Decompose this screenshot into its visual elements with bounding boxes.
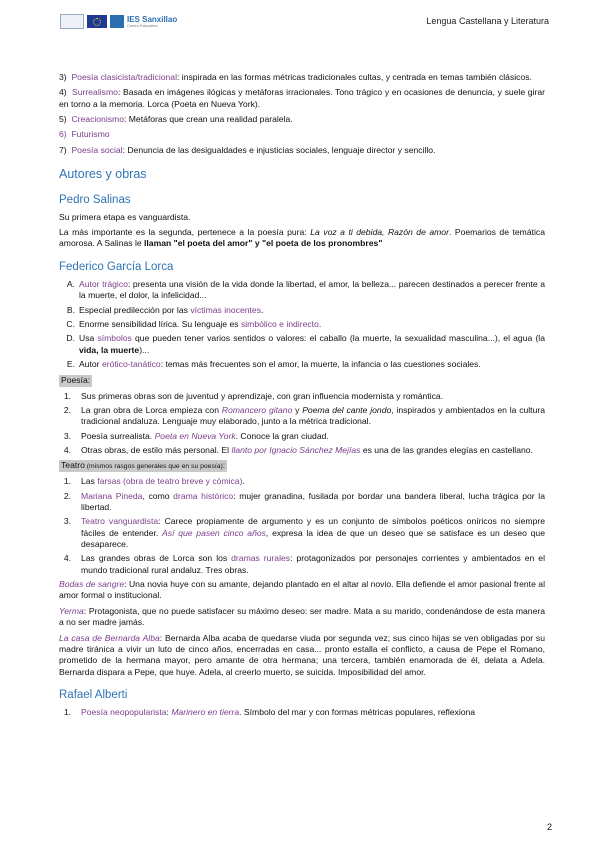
term-link[interactable]: Creacionismo [71, 114, 124, 125]
page-content [59, 72, 545, 721]
intro-item-5: 5) Creacionismo: Metáforas que crean una realidad paralela. [59, 114, 293, 125]
work-link[interactable]: Poeta en Nueva York [154, 430, 236, 441]
subject-title: Lengua Castellana y Literatura [426, 16, 549, 26]
term-link[interactable]: símbolos [97, 333, 132, 344]
term-link[interactable]: simbólico e indirecto [240, 318, 319, 329]
term-link[interactable]: erótico-tanático [101, 359, 161, 369]
list-item: A. Autor trágico: presenta una visión de la vida donde la libertad, el amor, la belleza... parecen destinados a perecer frente a la muerte, el dolor, la infelicidad... [66, 278, 545, 301]
work-link[interactable]: Romancero gitano [221, 405, 293, 416]
term-link[interactable]: Poesía clasicista/tradicional [71, 72, 178, 82]
lorca-poesia-list [59, 391, 545, 457]
alba-paragraph: La casa de Bernarda Alba: Bernarda Alba acaba de quedarse viuda por segunda vez; sus cinco hijas se ven obligadas por su madre tiránica a vivir un luto de cinco años, encerradas en casa... pronto estalla el conflicto, a causa de Pepe el Romano, prometido de la hermana mayor, pero amante de otra hermana; una tercera, también enamorada de él, delata a Adela. Bernarda dispara a Pepe, que huye. Adela, al creerlo muerto, se suicida. Imposibilidad del amor. [59, 632, 545, 677]
work-link[interactable]: Marinero en tierra [171, 707, 240, 718]
page-header [0, 0, 600, 40]
term-link[interactable]: Poesía social [71, 144, 123, 155]
list-item: B. Especial predilección por las víctimas inocentes. [66, 304, 264, 315]
term-link[interactable]: dramas rurales [231, 553, 291, 564]
term-link[interactable]: Poesía neopopularista [81, 707, 167, 718]
list-item: 4. Otras obras, de estilo más personal. El llanto por Ignacio Sánchez Mejías es una de las grandes elegías en castellano. [63, 445, 533, 456]
salinas-p1: Su primera etapa es vanguardista. [59, 211, 191, 222]
work-link[interactable]: Así que pasen cinco años [162, 527, 266, 538]
list-item: D. Usa símbolos que pueden tener varios sentidos o valores: el caballo (la muerte, la sexualidad masculina...), el agua (la vida, la muerte)... [66, 333, 545, 355]
list-item: 3. Teatro vanguardista: Carece propiamente de argumento y es un conjunto de símbolos poéticos oníricos no siempre fáciles de entender. Así que pasen cinco años, expresa la idea de que un deseo que se satisface es un deseo que desaparece. [63, 516, 546, 550]
intro-item-7: 7) Poesía social: Denuncia de las desigualdades e injusticias sociales, lenguaje director y sencillo. [59, 144, 436, 155]
author-heading-salinas: Pedro Salinas [59, 193, 131, 206]
page-number: 2 [546, 822, 552, 832]
term-link[interactable]: Mariana Pineda [81, 490, 143, 501]
lorca-teatro-list [59, 476, 545, 576]
intro-item-4: 4) Surrealismo: Basada en imágenes ilógicas y metáforas irracionales. Tono trágico y en ocasiones de denuncia, y suele girar en torno a la memoria. Lorca (Poeta en Nueva York). [59, 87, 545, 109]
work-link[interactable]: Bodas de sangre [59, 579, 125, 590]
section-heading: Autores y obras [59, 167, 147, 182]
eu-flag-icon [87, 15, 107, 28]
school-logo-icon [110, 15, 124, 28]
bodas-paragraph: Bodas de sangre: Una novia huye con su amante, dejando plantado en el altar al novio. Ella defiende el amor pasional frente al amor formal o institucional. [59, 579, 545, 601]
work-link[interactable]: La casa de Bernarda Alba [59, 632, 160, 643]
header-logos [60, 14, 177, 29]
list-item: 2. La gran obra de Lorca empieza con Romancero gitano y Poema del cante jondo, inspirados y ambientados en la cultura tradicional andaluza. Lenguaje muy elaborado, junto a la métrica tradicional. [63, 405, 545, 427]
xunta-logo-icon [60, 14, 84, 29]
list-item: E. Autor erótico-tanático: temas más frecuentes son el amor, la muerte, la infancia o las cuestiones sociales. [66, 359, 481, 369]
list-item: 1. Sus primeras obras son de juventud y aprendizaje, con gran influencia modernista y romántica. [63, 390, 444, 401]
term-link[interactable]: víctimas inocentes [190, 304, 262, 315]
yerma-paragraph: Yerma: Protagonista, que no puede satisfacer su máximo deseo: ser madre. Mata a su marido, condenándose de esta manera a no ser madre jamás. [59, 605, 545, 628]
author-heading-lorca: Federico García Lorca [59, 260, 174, 273]
term-link[interactable]: farsas (obra de teatro breve y cómica) [97, 476, 243, 487]
term-link[interactable]: Autor trágico [79, 278, 128, 289]
list-item: 1. Las farsas (obra de teatro breve y cómica). [63, 476, 245, 487]
term-link[interactable]: Surrealismo [72, 87, 118, 98]
intro-item-3: 3) Poesía clasicista/tradicional: inspirada en las formas métricas tradicionales cultas, y centrada en temas también clásicos. [59, 72, 532, 82]
salinas-p2: La más importante es la segunda, pertenece a la poesía pura: La voz a ti debida, Razón de amor. Poemarios de temática amorosa. A Salinas le llaman "el poeta del amor" y "el poeta de los pronombres" [59, 227, 545, 249]
list-item: 4. Las grandes obras de Lorca son los dramas rurales: protagonizados por personajes corrientes y ambientados en el mundo tradicional rural andaluz. Tres obras. [63, 553, 545, 575]
term-link[interactable]: Futurismo [71, 129, 110, 140]
list-item: 1. Poesía neopopularista: Marinero en tierra. Símbolo del mar y con formas métricas populares, reflexiona [63, 707, 476, 718]
poesia-label: Poesía: [61, 375, 91, 386]
intro-item-6: 6) Futurismo [59, 129, 110, 140]
teatro-label: Teatro (mismos rasgos generales que en su poesía): [61, 460, 226, 471]
list-item: C. Enorme sensibilidad lírica. Su lenguaje es simbólico e indirecto. [66, 318, 322, 329]
list-item: 2. Mariana Pineda, como drama histórico: mujer granadina, fusilada por bordar una bandera liberal, lucha trágica por la libertad. [63, 490, 545, 513]
author-heading-alberti: Rafael Alberti [59, 688, 128, 701]
school-name: IES Sanxillao Centro Educativo [127, 14, 178, 28]
work-link[interactable]: llanto por Ignacio Sánchez Mejías [231, 445, 361, 456]
alberti-list [59, 707, 545, 718]
term-link[interactable]: drama histórico [173, 490, 234, 501]
lorca-traits-list [59, 279, 545, 370]
work-link[interactable]: Yerma [59, 605, 84, 616]
list-item: 3. Poesía surrealista. Poeta en Nueva York. Conoce la gran ciudad. [63, 430, 329, 441]
term-link[interactable]: Teatro vanguardista [81, 516, 159, 527]
